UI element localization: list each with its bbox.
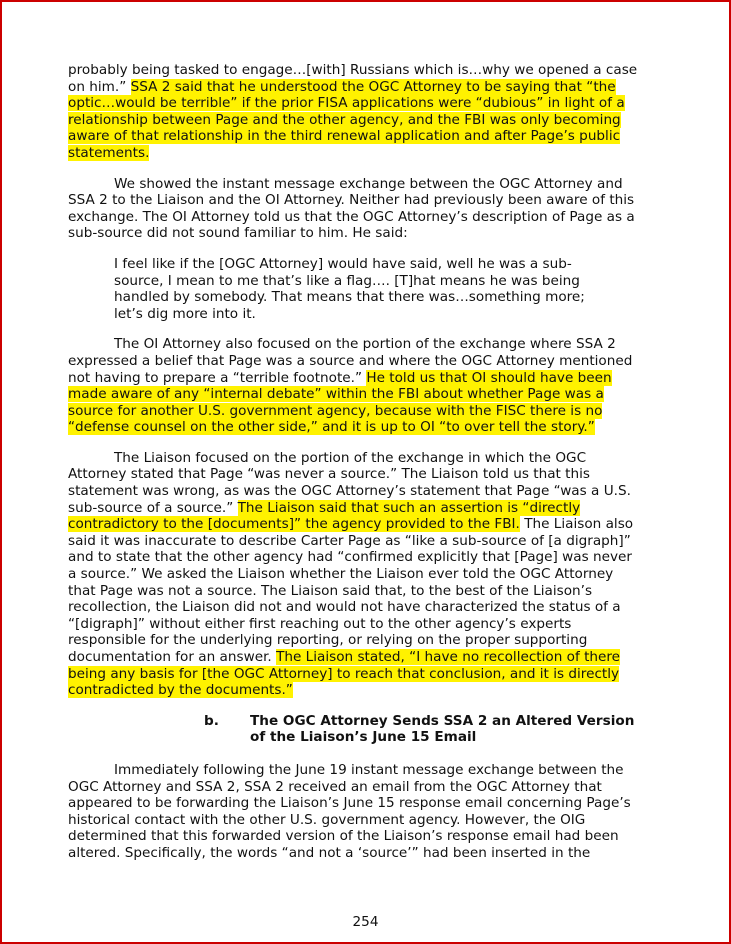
paragraph-text: The Liaison focused on the portion of the exchange in which the OGC Attorney stated that Page “was never a source.” The Liaison told us that this statement was wrong, as was the OGC Attorney’s statement that Page “was a U.S. sub-source of a source.”: [68, 449, 631, 516]
paragraph-showed-exchange: [68, 176, 643, 242]
paragraph-oi-attorney-focus: [68, 336, 643, 436]
paragraph-text: We showed the instant message exchange between the OGC Attorney and SSA 2 to the Liaison and the OI Attorney. Neither had previously been aware of this exchange. The OI Attorney told us that the OGC Attorney’s description of Page as a sub-source did not sound familiar to him. He said:: [68, 175, 635, 242]
paragraph-altered-email: [68, 762, 643, 862]
block-quote-oi-attorney: [114, 256, 613, 322]
section-heading: [68, 713, 643, 746]
paragraph-liaison-focus: [68, 450, 643, 699]
quote-text: I feel like if the [OGC Attorney] would have said, well he was a sub-source, I mean to me that’s like a flag…. [T]hat means he was being handled by somebody. That means that there was…something more; let’s dig more into it.: [114, 255, 585, 322]
highlighted-text: He told us that OI should have been made aware of any “internal debate” within the FBI about whether Page was a source for another U.S. government agency, because with the FISC there is no “defense counsel on the other side,” and it is up to OI “to over tell the story.”: [68, 369, 612, 436]
highlighted-text: SSA 2 said that he understood the OGC Attorney to be saying that “the optic…would be terrible” if the prior FISA applications were “dubious” in light of a relationship between Page and the other agency, and the FBI was only becoming aware of that relationship in the third renewal application and after Page’s public statements.: [68, 78, 625, 161]
paragraph-text: The OI Attorney also focused on the portion of the exchange where SSA 2 expressed a belief that Page was a source and where the OGC Attorney mentioned not having to prepare a “terrible footnote.”: [68, 336, 633, 386]
paragraph-continuation: [68, 62, 643, 162]
section-title: The OGC Attorney Sends SSA 2 an Altered Version of the Liaison’s June 15 Email: [250, 712, 635, 746]
paragraph-text: The Liaison also said it was inaccurate to describe Carter Page as “like a sub-source of [a digraph]” and to state that the other agency had “confirmed explicitly that [Page] was never a source.” We asked the Liaison whether the Liaison ever told the OGC Attorney that Page was not a source. The Liaison said that, to the best of the Liaison’s recollection, the Liaison did not and would not have characterized the status of a “[digraph]” without either first reaching out to the other agency’s experts responsible for the underlying reporting, or relying on the proper supporting documentation for an answer.: [68, 516, 634, 665]
document-body: [68, 62, 643, 876]
page-number: 254: [352, 914, 379, 930]
section-label: b.: [204, 712, 219, 729]
highlighted-text: The Liaison stated, “I have no recollection of there being any basis for [the OGC Attorney] to reach that conclusion, and it is directly contradicted by the documents.”: [68, 649, 621, 699]
paragraph-text: probably being tasked to engage…[with] Russians which is…why we opened a case on him.”: [68, 62, 638, 95]
paragraph-text: Immediately following the June 19 instant message exchange between the OGC Attorney and SSA 2, SSA 2 received an email from the OGC Attorney that appeared to be forwarding the Liaison’s June 15 response email concerning Page’s historical contact with the other U.S. government agency. However, the OIG determined that this forwarded version of the Liaison’s response email had been altered. Specifically, the words “and not a ‘source’” had been inserted in the: [68, 761, 631, 861]
highlighted-text: The Liaison said that such an assertion is “directly contradictory to the [documents]” the agency provided to the FBI.: [68, 499, 581, 533]
